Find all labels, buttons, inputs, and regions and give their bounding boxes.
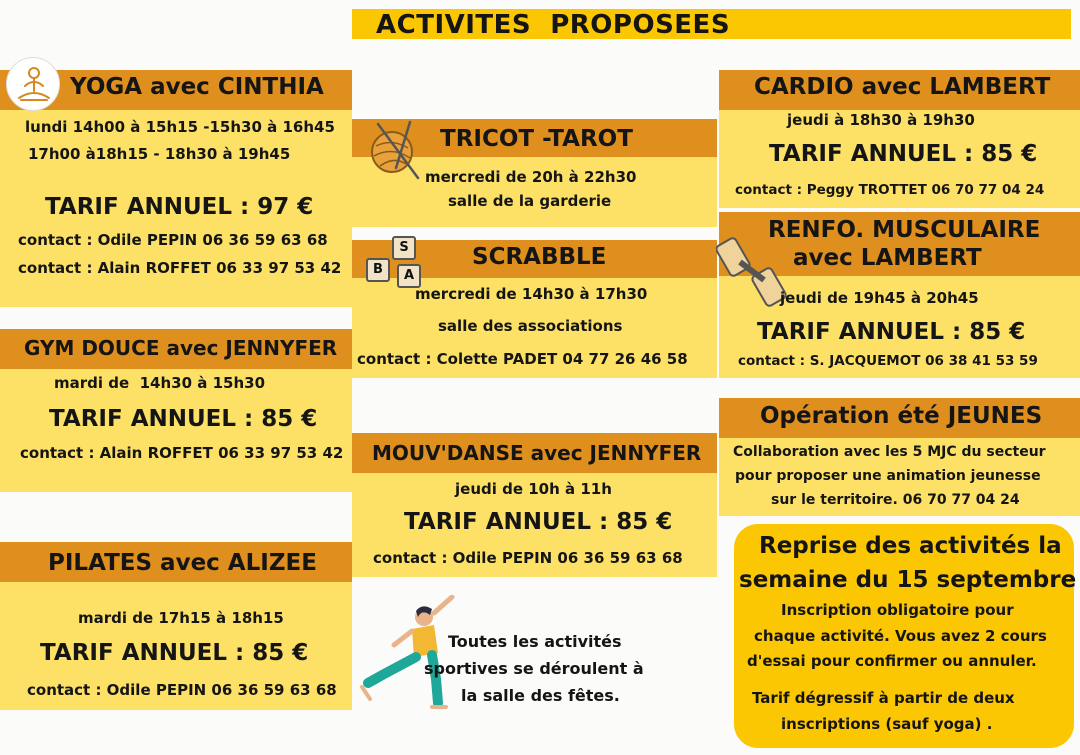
ete-heading: Opération été JEUNES	[760, 403, 1043, 429]
note-line-1: Toutes les activités	[448, 632, 622, 651]
reprise-text-2: chaque activité. Vous avez 2 cours	[754, 627, 1047, 645]
note-line-2: sportives se déroulent à	[424, 659, 644, 678]
scrabble-tile-a: A	[397, 264, 421, 288]
mouv-contact: contact : Odile PEPIN 06 36 59 63 68	[373, 549, 683, 567]
pilates-heading: PILATES avec ALIZEE	[48, 550, 317, 576]
renfo-contact: contact : S. JACQUEMOT 06 38 41 53 59	[738, 353, 1038, 369]
meditation-icon	[6, 57, 60, 111]
yarn-ball-icon	[366, 118, 428, 182]
cardio-contact: contact : Peggy TROTTET 06 70 77 04 24	[735, 182, 1045, 198]
note-line-3: la salle des fêtes.	[461, 686, 620, 705]
yoga-contact-2: contact : Alain ROFFET 06 33 97 53 42	[18, 259, 342, 277]
reprise-text-1: Inscription obligatoire pour	[781, 601, 1014, 619]
reprise-text-4: Tarif dégressif à partir de deux	[752, 689, 1015, 707]
mouv-heading: MOUV'DANSE avec JENNYFER	[372, 441, 702, 465]
gym-schedule: mardi de 14h30 à 15h30	[54, 374, 266, 392]
scrabble-tile-b: B	[366, 258, 390, 282]
cardio-tarif: TARIF ANNUEL : 85 €	[769, 141, 1038, 167]
mouv-schedule: jeudi de 10h à 11h	[455, 480, 612, 498]
scrabble-contact: contact : Colette PADET 04 77 26 46 58	[357, 350, 688, 368]
scrabble-heading: SCRABBLE	[472, 244, 607, 270]
reprise-heading-2: semaine du 15 septembre	[739, 567, 1077, 593]
reprise-heading-1: Reprise des activités la	[759, 533, 1062, 559]
scrabble-location: salle des associations	[438, 317, 623, 335]
gym-heading: GYM DOUCE avec JENNYFER	[24, 336, 338, 360]
renfo-heading-2: avec LAMBERT	[793, 245, 982, 271]
yoga-tarif: TARIF ANNUEL : 97 €	[45, 194, 314, 220]
gym-tarif: TARIF ANNUEL : 85 €	[49, 406, 318, 432]
tricot-schedule: mercredi de 20h à 22h30	[425, 168, 637, 186]
gym-contact: contact : Alain ROFFET 06 33 97 53 42	[20, 444, 344, 462]
scrabble-schedule: mercredi de 14h30 à 17h30	[415, 285, 648, 303]
dancer-illustration	[356, 595, 466, 715]
tricot-location: salle de la garderie	[448, 192, 612, 210]
page-title: ACTIVITES PROPOSEES	[376, 10, 731, 40]
pilates-contact: contact : Odile PEPIN 06 36 59 63 68	[27, 681, 337, 699]
mouv-tarif: TARIF ANNUEL : 85 €	[404, 509, 673, 535]
tricot-heading: TRICOT -TAROT	[440, 126, 633, 152]
ete-line-3: sur le territoire. 06 70 77 04 24	[771, 492, 1020, 508]
renfo-schedule: jeudi de 19h45 à 20h45	[780, 289, 979, 307]
cardio-heading: CARDIO avec LAMBERT	[754, 74, 1051, 100]
scrabble-tile-s: S	[392, 236, 416, 260]
yoga-contact-1: contact : Odile PEPIN 06 36 59 63 68	[18, 231, 328, 249]
renfo-heading-1: RENFO. MUSCULAIRE	[768, 217, 1041, 243]
yoga-schedule-1: lundi 14h00 à 15h15 -15h30 à 16h45	[25, 118, 335, 136]
ete-line-1: Collaboration avec les 5 MJC du secteur	[733, 444, 1046, 460]
reprise-text-3: d'essai pour confirmer ou annuler.	[747, 652, 1037, 670]
pilates-tarif: TARIF ANNUEL : 85 €	[40, 640, 309, 666]
yoga-schedule-2: 17h00 à18h15 - 18h30 à 19h45	[28, 145, 291, 163]
cardio-schedule: jeudi à 18h30 à 19h30	[787, 111, 975, 129]
pilates-schedule: mardi de 17h15 à 18h15	[78, 609, 284, 627]
reprise-text-5: inscriptions (sauf yoga) .	[781, 715, 993, 733]
renfo-tarif: TARIF ANNUEL : 85 €	[757, 319, 1026, 345]
yoga-heading: YOGA avec CINTHIA	[70, 74, 324, 100]
ete-line-2: pour proposer une animation jeunesse	[735, 468, 1041, 484]
